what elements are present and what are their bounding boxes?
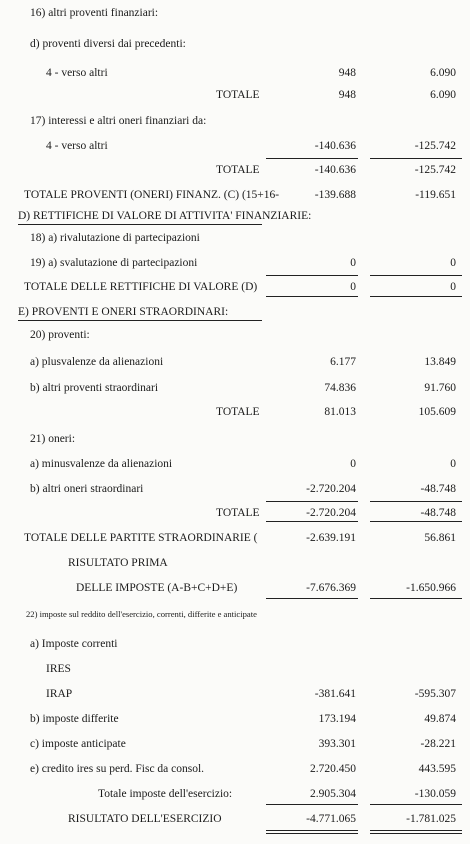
item-19-label: 19) a) svalutazione di partecipazioni [30, 257, 198, 269]
value-prior-year: -130.059 [414, 788, 456, 800]
total-label: TOTALE [216, 89, 260, 101]
value-prior-year: 6.090 [430, 89, 456, 101]
item-20-heading: 20) proventi: [30, 329, 90, 341]
section-c-total-label: TOTALE PROVENTI (ONERI) FINANZ. (C) (15+16- [24, 189, 280, 201]
row-label: 4 - verso altri [46, 67, 108, 79]
value-prior-year: -595.307 [414, 688, 456, 700]
value-current-year: 74.836 [324, 382, 356, 394]
value-current-year: -7.676.369 [306, 582, 356, 594]
pretax-result-label-line1: RISULTATO PRIMA [68, 557, 168, 569]
pretax-result-label-line2: DELLE IMPOSTE (A-B+C+D+E) [76, 582, 238, 594]
row-label: IRAP [46, 688, 73, 700]
total-label: TOTALE [216, 406, 260, 418]
value-current-year: 948 [338, 67, 356, 79]
value-prior-year: -119.651 [415, 189, 456, 201]
value-current-year: 393.301 [318, 738, 356, 750]
value-current-year: 0 [350, 257, 356, 269]
value-current-year: -140.636 [314, 140, 356, 152]
total-rule [266, 296, 358, 297]
subtotal-rule [266, 275, 358, 276]
row-label: a) Imposte correnti [30, 638, 118, 650]
value-current-year: -2.720.204 [306, 483, 356, 495]
subtotal-rule [266, 501, 358, 502]
value-current-year: 0 [350, 281, 356, 293]
value-prior-year: 0 [450, 281, 456, 293]
item-16d-heading: d) proventi diversi dai precedenti: [30, 38, 186, 50]
value-current-year: -2.720.204 [306, 507, 356, 519]
double-rule [266, 830, 358, 831]
value-current-year: -4.771.065 [306, 813, 356, 825]
total-rule [266, 598, 358, 599]
total-rule [266, 804, 358, 805]
value-current-year: 948 [338, 89, 356, 101]
value-prior-year: 6.090 [430, 67, 456, 79]
row-label: a) plusvalenze da alienazioni [30, 356, 164, 368]
value-prior-year: 56.861 [424, 532, 456, 544]
value-prior-year: 0 [450, 458, 456, 470]
item-17-heading: 17) interessi e altri oneri finanziari da: [30, 115, 207, 127]
value-prior-year: 91.760 [424, 382, 456, 394]
double-rule [370, 830, 462, 831]
taxes-total-label: Totale imposte dell'esercizio: [98, 788, 233, 800]
row-label: b) altri oneri straordinari [30, 483, 144, 495]
section-heading-underline [18, 320, 262, 321]
section-e-heading: E) PROVENTI E ONERI STRAORDINARI: [18, 306, 229, 318]
total-label: TOTALE [216, 164, 260, 176]
value-prior-year: -1.781.025 [406, 813, 456, 825]
value-current-year: 173.194 [318, 713, 356, 725]
subtotal-rule [370, 158, 462, 159]
value-current-year: 81.013 [324, 406, 356, 418]
value-prior-year: -125.742 [414, 164, 456, 176]
row-label: c) imposte anticipate [30, 738, 126, 750]
net-result-label: RISULTATO DELL'ESERCIZIO [68, 813, 222, 825]
value-prior-year: 443.595 [418, 763, 456, 775]
item-16-heading: 16) altri proventi finanziari: [30, 7, 159, 19]
value-current-year: -139.688 [314, 189, 356, 201]
section-heading-underline [18, 224, 262, 225]
subtotal-rule [370, 521, 462, 522]
value-current-year: 2.905.304 [310, 788, 356, 800]
item-22-heading: 22) imposte sul reddito dell'esercizio, correnti, differite e anticipate [26, 609, 257, 619]
double-rule [266, 833, 358, 834]
item-18-label: 18) a) rivalutazione di partecipazioni [30, 232, 200, 244]
row-label: b) imposte differite [30, 713, 119, 725]
value-prior-year: -28.221 [420, 738, 456, 750]
row-label: a) minusvalenze da alienazioni [30, 458, 173, 470]
subtotal-rule [370, 501, 462, 502]
value-prior-year: 49.874 [424, 713, 456, 725]
value-prior-year: -125.742 [414, 140, 456, 152]
total-rule [370, 804, 462, 805]
section-d-total-label: TOTALE DELLE RETTIFICHE DI VALORE (D) [24, 281, 258, 293]
row-label: b) altri proventi straordinari [30, 382, 159, 394]
value-prior-year: 13.849 [424, 356, 456, 368]
value-current-year: -140.636 [314, 164, 356, 176]
item-21-heading: 21) oneri: [30, 433, 76, 445]
value-current-year: -381.641 [314, 688, 356, 700]
subtotal-rule [266, 158, 358, 159]
value-current-year: -2.639.191 [306, 532, 356, 544]
value-prior-year: -48.748 [420, 483, 456, 495]
value-current-year: 6.177 [330, 356, 356, 368]
value-current-year: 2.720.450 [310, 763, 356, 775]
value-prior-year: -1.650.966 [406, 582, 456, 594]
row-label: e) credito ires su perd. Fisc da consol. [30, 763, 205, 775]
section-d-heading: D) RETTIFICHE DI VALORE DI ATTIVITA' FINANZIARIE: [18, 210, 312, 222]
row-label: 4 - verso altri [46, 140, 108, 152]
subtotal-rule [370, 275, 462, 276]
value-prior-year: -48.748 [420, 507, 456, 519]
row-label: IRES [46, 663, 71, 675]
value-prior-year: 0 [450, 257, 456, 269]
double-rule [370, 833, 462, 834]
value-prior-year: 105.609 [418, 406, 456, 418]
section-e-total-label: TOTALE DELLE PARTITE STRAORDINARIE ( [24, 532, 258, 544]
total-rule [370, 598, 462, 599]
total-label: TOTALE [216, 507, 260, 519]
value-current-year: 0 [350, 458, 356, 470]
total-rule [370, 296, 462, 297]
subtotal-rule [266, 521, 358, 522]
